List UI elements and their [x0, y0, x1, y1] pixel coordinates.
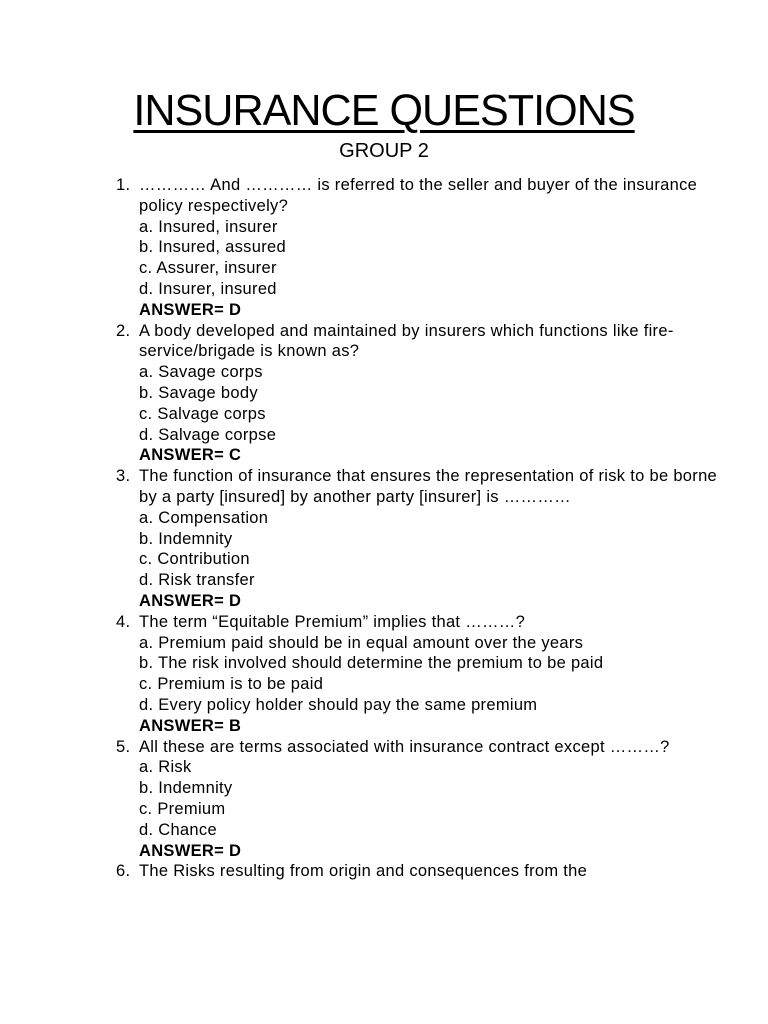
option-a: a. Premium paid should be in equal amount over the years	[139, 633, 584, 652]
question-text: The term “Equitable Premium” implies that ………?	[139, 612, 526, 631]
question-item	[116, 321, 736, 467]
option-c: c. Assurer, insurer	[139, 259, 277, 278]
question-text: ………… And ………… is referred to the seller and buyer of the insurance policy respectively?	[139, 176, 698, 215]
option-d: d. Salvage corpse	[139, 425, 277, 444]
answer-line: ANSWER= B	[139, 716, 242, 735]
answer-line: ANSWER= D	[139, 300, 242, 319]
option-a: a. Savage corps	[139, 363, 263, 382]
option-b: b. Savage body	[139, 383, 258, 402]
question-number: 1.	[116, 176, 131, 194]
question-number: 2.	[116, 321, 131, 340]
option-b: b. Indemnity	[139, 779, 233, 798]
option-c: c. Premium	[139, 799, 226, 818]
question-item	[116, 175, 736, 321]
option-b: b. The risk involved should determine the premium to be paid	[139, 654, 604, 673]
question-number: 6.	[116, 862, 131, 881]
option-c: c. Salvage corps	[139, 404, 266, 423]
option-a: a. Insured, insurer	[139, 217, 278, 236]
option-c: c. Contribution	[139, 550, 250, 569]
page-title: INSURANCE QUESTIONS	[133, 86, 635, 135]
option-a: a. Risk	[139, 758, 192, 777]
option-b: b. Insured, assured	[139, 238, 286, 257]
question-text: A body developed and maintained by insurers which functions like fire-service/brigade is known as?	[139, 321, 674, 361]
option-b: b. Indemnity	[139, 529, 233, 548]
answer-line: ANSWER= D	[139, 841, 242, 860]
option-d: d. Insurer, insured	[139, 279, 277, 298]
option-d: d. Risk transfer	[139, 571, 255, 590]
question-item	[116, 612, 736, 737]
answer-line: ANSWER= D	[139, 591, 242, 610]
option-d: d. Every policy holder should pay the same premium	[139, 695, 538, 714]
question-number: 4.	[116, 612, 131, 631]
option-a: a. Compensation	[139, 508, 269, 527]
question-list	[116, 175, 736, 882]
question-item	[116, 466, 736, 612]
question-text: The function of insurance that ensures the representation of risk to be borne by a party [insured] by another party [insurer] is …………	[139, 467, 718, 506]
question-number: 3.	[116, 467, 131, 486]
option-c: c. Premium is to be paid	[139, 675, 324, 694]
question-item	[116, 861, 736, 882]
question-item	[116, 737, 736, 862]
answer-line: ANSWER= C	[139, 446, 242, 465]
page-subtitle: GROUP 2	[339, 140, 429, 162]
option-d: d. Chance	[139, 820, 217, 839]
question-text: The Risks resulting from origin and consequences from the	[139, 862, 588, 881]
question-number: 5.	[116, 737, 131, 756]
question-text: All these are terms associated with insurance contract except ………?	[139, 737, 670, 756]
